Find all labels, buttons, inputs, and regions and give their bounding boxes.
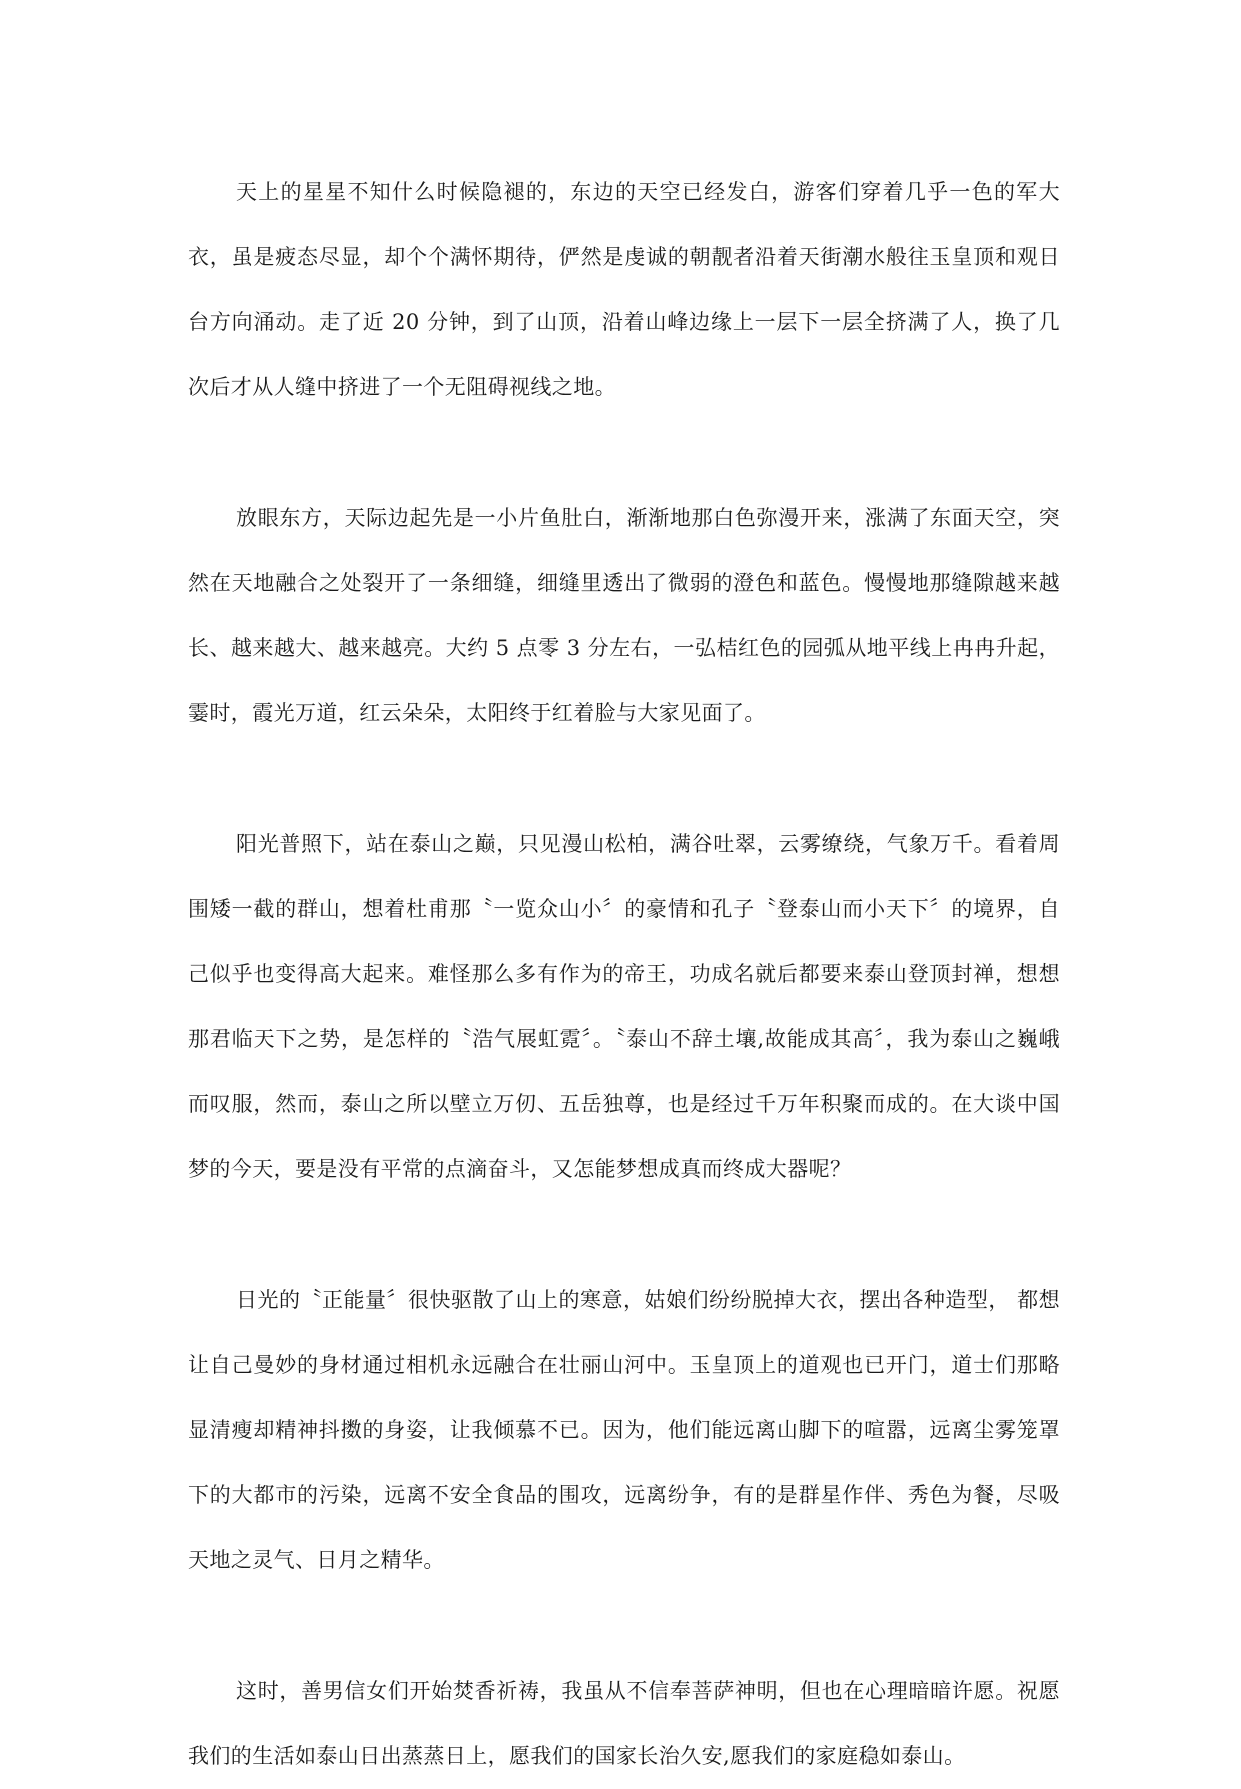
document-body	[188, 160, 1060, 1789]
paragraph-3: 阳光普照下，站在泰山之巅，只见漫山松柏，满谷吐翠，云雾缭绕，气象万千。看着周围矮一截的群山，想着杜甫那〝一览众山小〞的豪情和孔子〝登泰山而小天下〞的境界，自己似乎也变得高大起来。难怪那么多有作为的帝王，功成名就后都要来泰山登顶封禅，想想那君临天下之势，是怎样的〝浩气展虹霓〞。〝泰山不辞土壤,故能成其高〞，我为泰山之巍峨而叹服，然而，泰山之所以壁立万仞、五岳独尊，也是经过千万年积聚而成的。在大谈中国梦的今天，要是没有平常的点滴奋斗，又怎能梦想成真而终成大器呢？	[188, 832, 1060, 1181]
paragraph-2: 放眼东方，天际边起先是一小片鱼肚白，渐渐地那白色弥漫开来，涨满了东面天空，突然在天地融合之处裂开了一条细缝，细缝里透出了微弱的澄色和蓝色。慢慢地那缝隙越来越长、越来越大、越来越亮。大约 5 点零 3 分左右，一弘桔红色的园弧从地平线上冉冉升起，霎时，霞光万道，红云朵朵，太阳终于红着脸与大家见面了。	[188, 506, 1060, 725]
paragraph-4: 日光的〝正能量〞很快驱散了山上的寒意，姑娘们纷纷脱掉大衣，摆出各种造型， 都想让自己曼妙的身材通过相机永远融合在壮丽山河中。玉皇顶上的道观也已开门，道士们那略显清瘦却精神抖擞的身姿，让我倾慕不已。因为，他们能远离山脚下的喧嚣，远离尘雾笼罩下的大都市的污染，远离不安全食品的围攻，远离纷争，有的是群星作伴、秀色为餐，尽吸天地之灵气、日月之精华。	[188, 1288, 1060, 1572]
paragraph-5: 这时，善男信女们开始焚香祈祷，我虽从不信奉菩萨神明，但也在心理暗暗许愿。祝愿我们的生活如泰山日出蒸蒸日上，愿我们的国家长治久安,愿我们的家庭稳如泰山。	[188, 1679, 1060, 1768]
paragraph-1: 天上的星星不知什么时候隐褪的，东边的天空已经发白，游客们穿着几乎一色的军大衣，虽是疲态尽显，却个个满怀期待，俨然是虔诚的朝靓者沿着天街潮水般往玉皇顶和观日台方向涌动。走了近 20 分钟，到了山顶，沿着山峰边缘上一层下一层全挤满了人，换了几次后才从人缝中挤进了一个无阻碍视线之地。	[188, 180, 1060, 399]
